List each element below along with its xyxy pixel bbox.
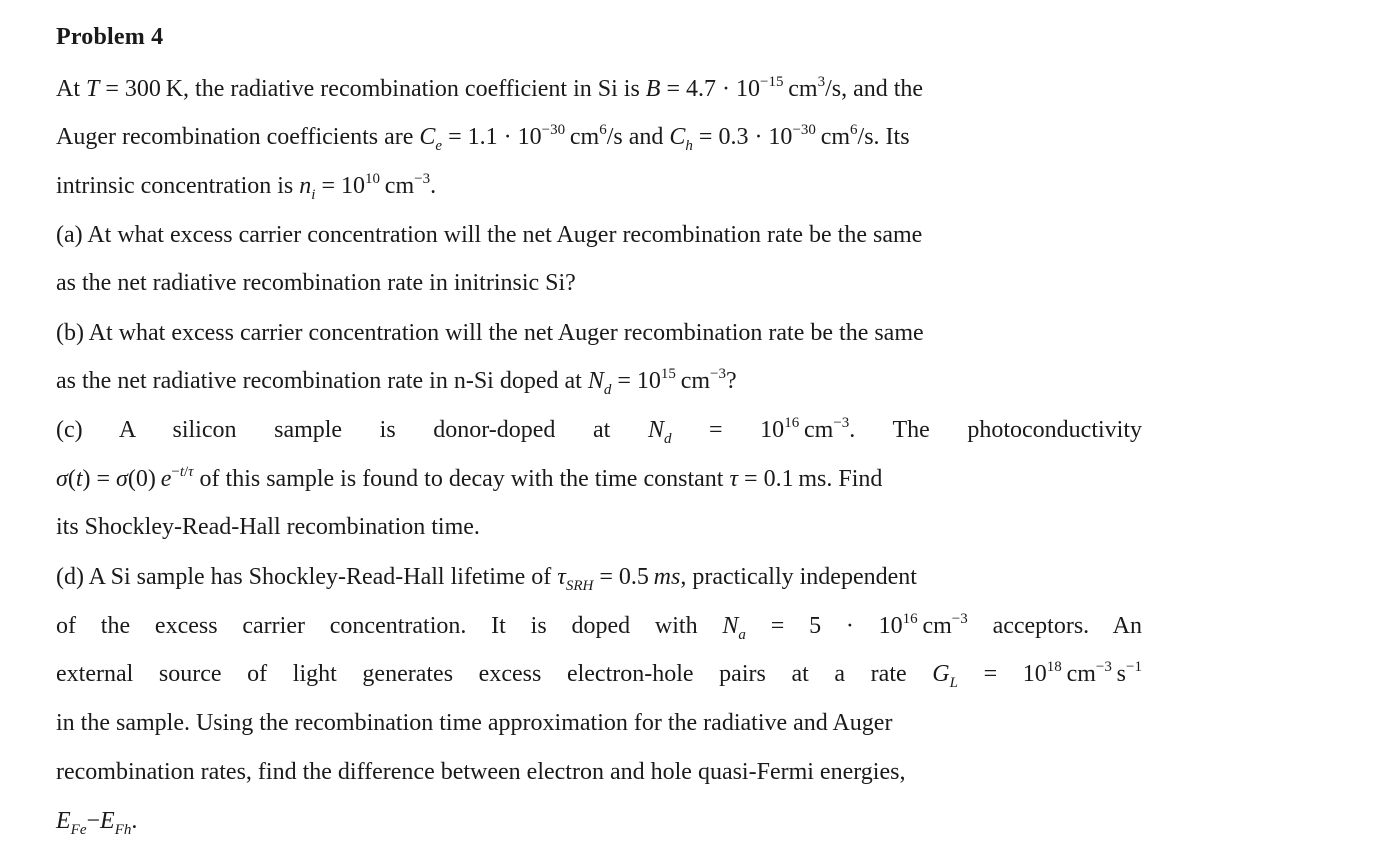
part-c-line-2: σ(t) = σ(0) $e^{-t/\tau}$ of this sample is found to decay with the time constant τ = 0.1 ms. Find	[56, 464, 883, 492]
part-d-line-3: external source of light generates excess electron-hole pairs at a rate $G_L = 10^{18}$ $cm^{-3}$ $s^{-1}$	[56, 659, 1142, 691]
part-a-line-2: as the net radiative recombination rate in initrinsic Si?	[56, 270, 576, 296]
part-b-line-1: (b) At what excess carrier concentration will the net Auger recombination rate be the same	[56, 320, 924, 346]
part-d-line-1: (d) A Si sample has Shockley-Read-Hall lifetime of $\tau_{SRH} = 0.5$ ms, practically independent	[56, 564, 917, 594]
line-2: Auger recombination coefficients are $C_e = 1.1 \cdot 10^{-30}$ $cm^6/s$ and $C_h = 0.3 \cdot 10^{-30}$ $cm^6/s$. Its	[56, 122, 910, 154]
part-d-line-4: in the sample. Using the recombination time approximation for the radiative and Auger	[56, 710, 893, 736]
part-d-line-5: recombination rates, find the difference between electron and hole quasi-Fermi energies,	[56, 759, 906, 785]
part-d-line-6: $E_{Fe}-E_{Fh}$.	[56, 808, 138, 838]
part-d-line-2: of the excess carrier concentration. It is doped with $N_a = 5 \cdot 10^{16}$ $cm^{-3}$ acceptors. An	[56, 611, 1142, 643]
problem-title: Problem 4	[56, 24, 164, 50]
part-c-line-3: its Shockley-Read-Hall recombination time.	[56, 514, 480, 540]
line-1: At T = 300 K, the radiative recombination coefficient in Si is $B = 4.7 \cdot 10^{-15}$ $cm^3/s$, and the	[56, 74, 924, 102]
line-3: intrinsic concentration is $n_i = 10^{10}$ $cm^{-3}$.	[56, 171, 437, 203]
part-c-line-1: (c) A silicon sample is donor-doped at $N_d = 10^{16}$ $cm^{-3}$. The photoconductivity	[56, 415, 1142, 447]
part-b-line-2: as the net radiative recombination rate in n-Si doped at $N_d = 10^{15}$ $cm^{-3}$?	[56, 366, 737, 398]
part-a-line-1: (a) At what excess carrier concentration will the net Auger recombination rate be the same	[56, 222, 923, 248]
